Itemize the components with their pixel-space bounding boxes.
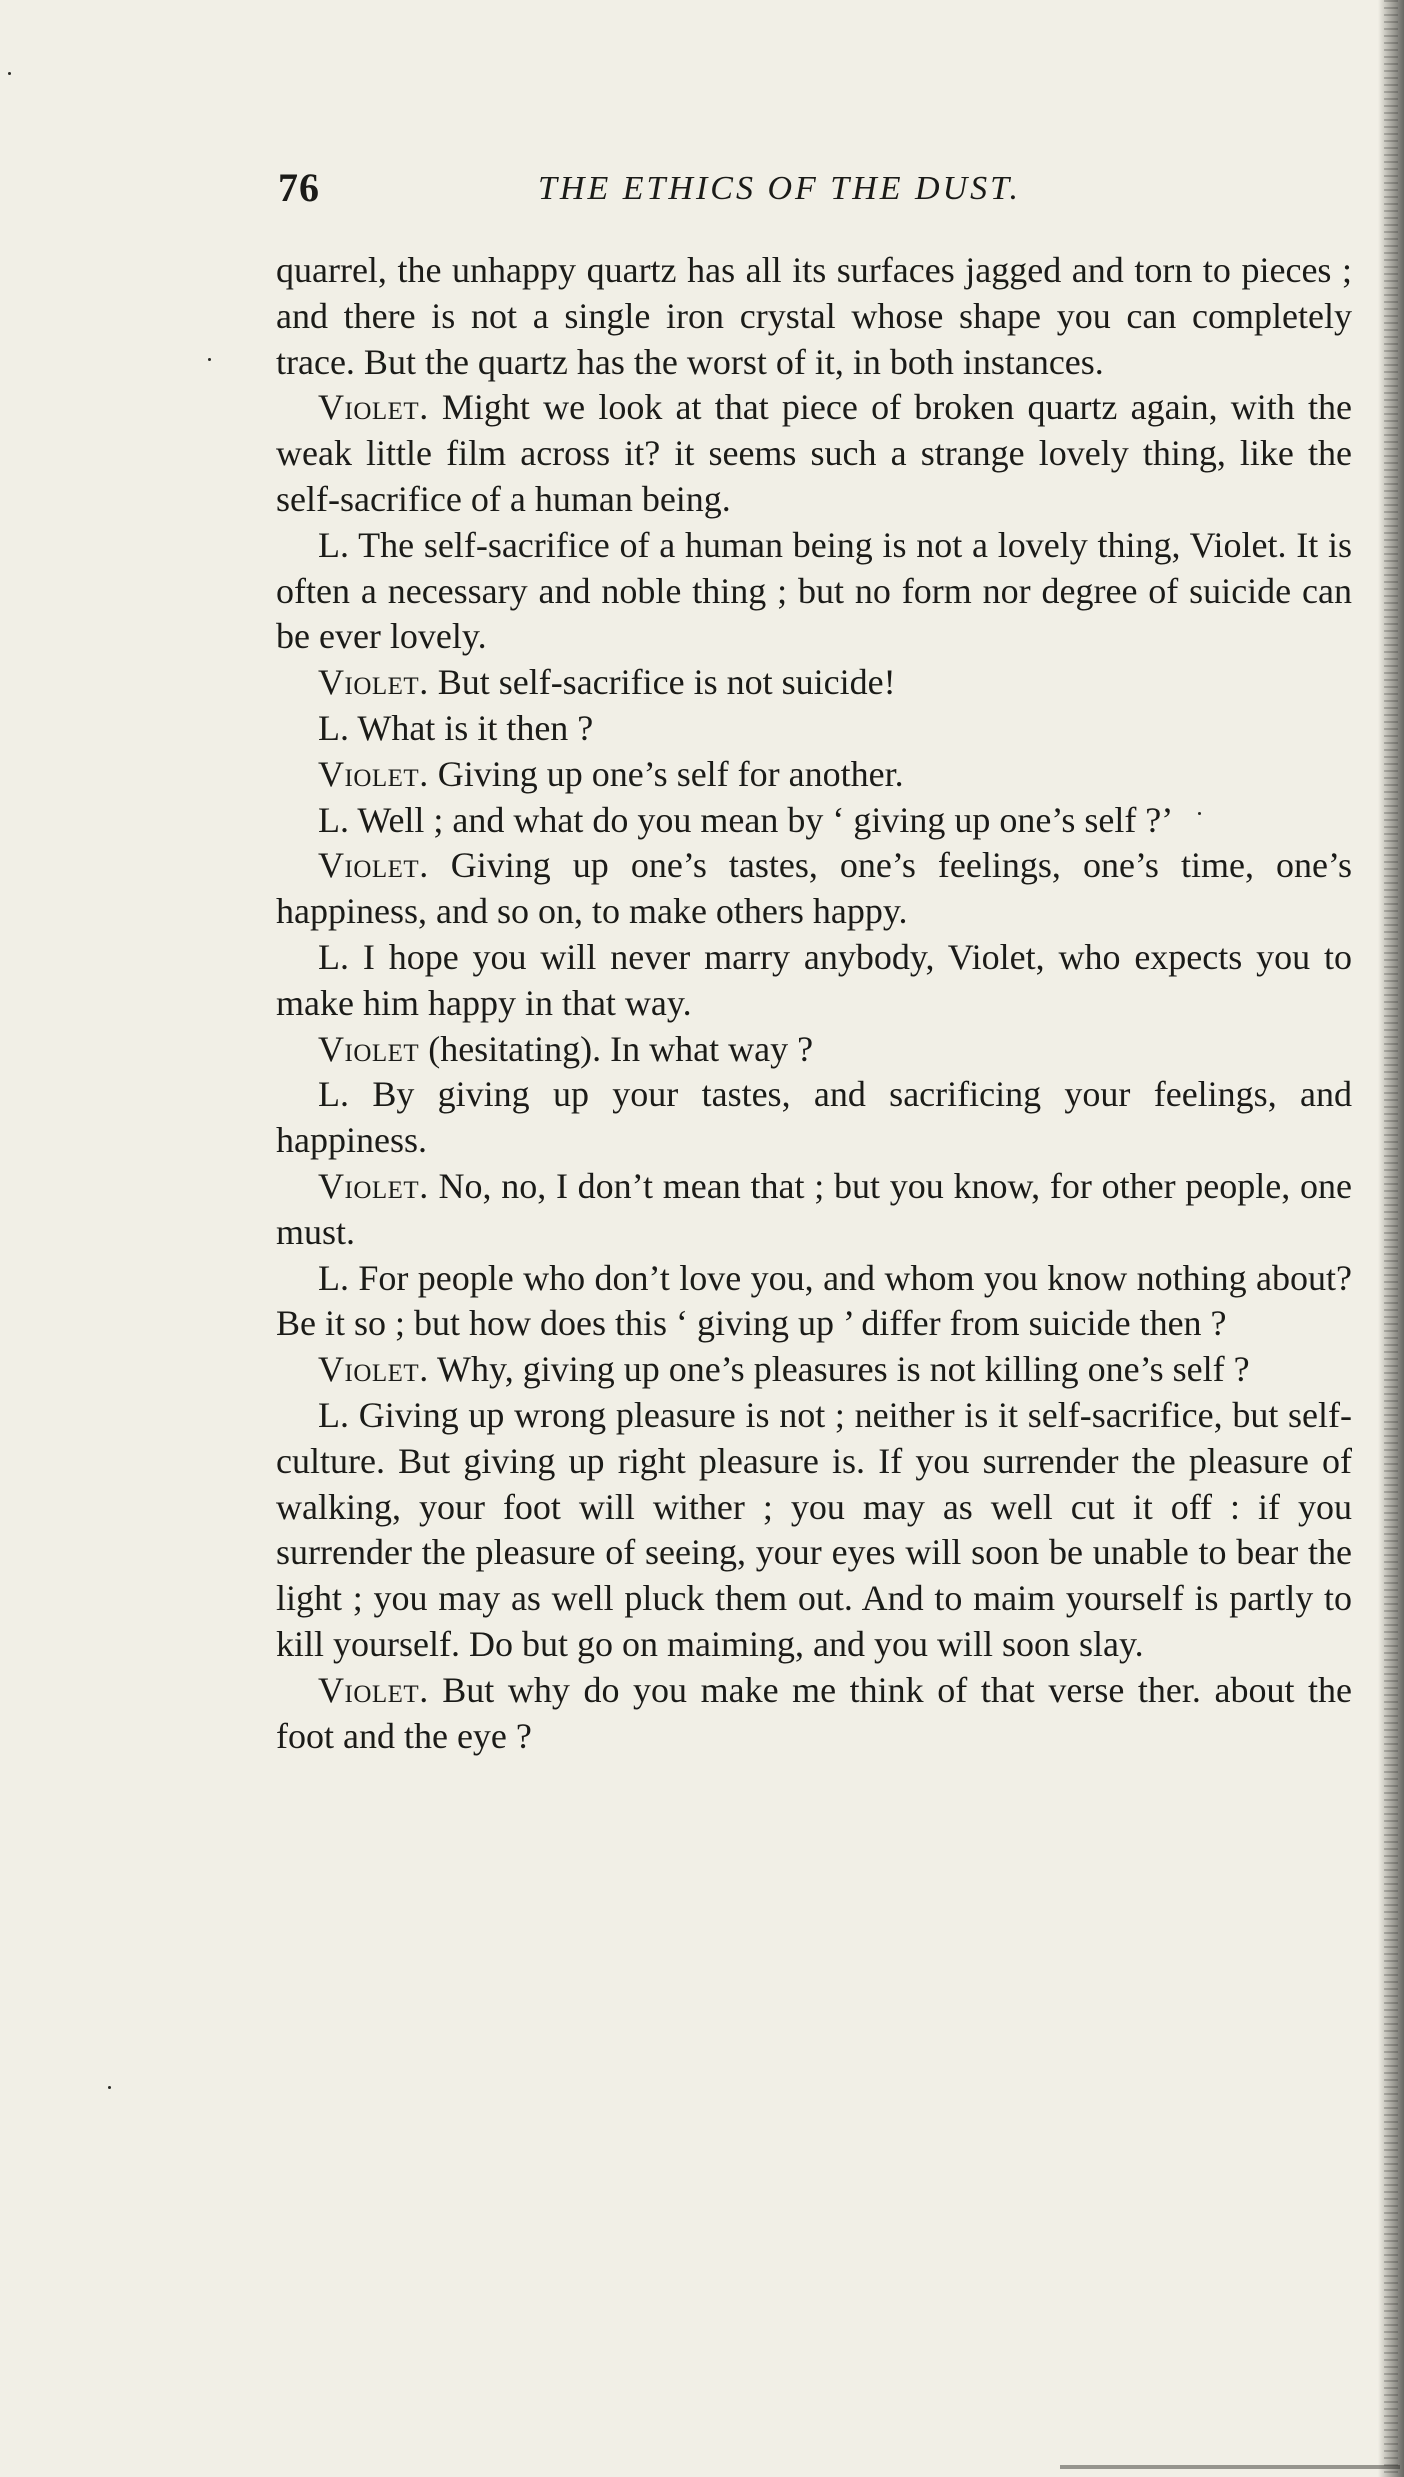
speck — [8, 72, 11, 75]
paragraph — [276, 660, 1352, 706]
paragraph — [276, 523, 1352, 660]
paragraph — [276, 1668, 1352, 1760]
speaker-name: Violet. — [318, 1165, 429, 1206]
speck — [108, 2086, 111, 2089]
paragraph — [276, 385, 1352, 522]
paragraph-text: (hesitating). In what way ? — [419, 1028, 814, 1069]
paragraph — [276, 798, 1352, 844]
paragraph-text: But self-sacrifice is not suicide! — [428, 662, 896, 703]
paragraph — [276, 706, 1352, 752]
paragraph — [276, 935, 1352, 1027]
speaker-name: Violet — [318, 1028, 420, 1069]
paragraph — [276, 1347, 1352, 1393]
speaker-name: Violet. — [318, 1669, 429, 1710]
paragraph-text: But why do you make me think of that verse ther. about the foot and the eye ? — [276, 1669, 1352, 1756]
paragraph-text: quarrel, the unhappy quartz has all its surfaces jagged and torn to pieces ; and there is not a single iron crystal whose shape you can completely trace. But the quartz has the worst of it, in both instances. — [276, 250, 1352, 382]
paragraph-text: Giving up wrong pleasure is not ; neither is it self-sacrifice, but self-culture. But giving up right pleasure is. If you surrender the pleasure of walking, your foot will wither ; you may as well cut it off : if you surrender the pleasure of seeing, your eyes will soon be unable to bear the light ; you may as well pluck them out. And to maim yourself is partly to kill yourself. Do but go on maiming, and you will soon slay. — [276, 1394, 1352, 1664]
paragraph-text: By giving up your tastes, and sacrificing your feelings, and happiness. — [276, 1074, 1352, 1161]
paragraph — [276, 843, 1352, 935]
paragraph-text: Might we look at that piece of broken quartz again, with the weak little film across it? it seems such a strange lovely thing, like the self-sacrifice of a human being. — [276, 387, 1352, 519]
speaker-name: L. — [318, 707, 349, 748]
speaker-name: L. — [318, 1394, 349, 1435]
paragraph-text: The self-sacrifice of a human being is not a lovely thing, Violet. It is often a necessary and noble thing ; but no form nor degree of suicide can be ever lovely. — [276, 524, 1352, 657]
speaker-name: L. — [318, 1074, 349, 1115]
running-head — [0, 160, 1404, 220]
paragraph-text: Giving up one’s self for another. — [428, 753, 904, 794]
paragraph-text: Giving up one’s tastes, one’s feelings, one’s time, one’s happiness, and so on, to make others happy. — [276, 845, 1352, 932]
speaker-name: Violet. — [318, 1349, 429, 1390]
paragraph-text: I hope you will never marry anybody, Violet, who expects you to make him happy in that way. — [276, 936, 1352, 1023]
paragraph — [276, 1256, 1352, 1348]
paragraph — [276, 1393, 1352, 1668]
speaker-name: Violet. — [318, 387, 429, 428]
page-edge-texture — [1384, 0, 1398, 2477]
body-text — [276, 248, 1352, 1759]
paragraph — [276, 752, 1352, 798]
speaker-name: L. — [318, 936, 349, 977]
page-bottom-edge — [1060, 2465, 1400, 2469]
speaker-name: L. — [318, 1257, 349, 1298]
paragraph-text: No, no, I don’t mean that ; but you know, for other people, one must. — [276, 1165, 1352, 1252]
running-title: THE ETHICS OF THE DUST. — [538, 170, 1022, 207]
paragraph-text: Well ; and what do you mean by ‘ giving up one’s self ?’ — [349, 799, 1174, 840]
paragraph-text: Why, giving up one’s pleasures is not killing one’s self ? — [428, 1349, 1250, 1390]
speck — [208, 358, 211, 361]
paragraph-text: For people who don’t love you, and whom you know nothing about? Be it so ; but how does this ‘ giving up ’ differ from suicide then ? — [276, 1257, 1352, 1344]
paragraph — [276, 1164, 1352, 1256]
speaker-name: L. — [318, 799, 349, 840]
speaker-name: Violet. — [318, 753, 429, 794]
speaker-name: L. — [318, 524, 349, 565]
speaker-name: Violet. — [318, 662, 429, 703]
speaker-name: Violet. — [318, 845, 429, 886]
paragraph-text: What is it then ? — [349, 707, 594, 748]
paragraph — [276, 1027, 1352, 1073]
paragraph — [276, 248, 1352, 385]
paragraph — [276, 1072, 1352, 1164]
page-number: 76 — [278, 165, 320, 210]
